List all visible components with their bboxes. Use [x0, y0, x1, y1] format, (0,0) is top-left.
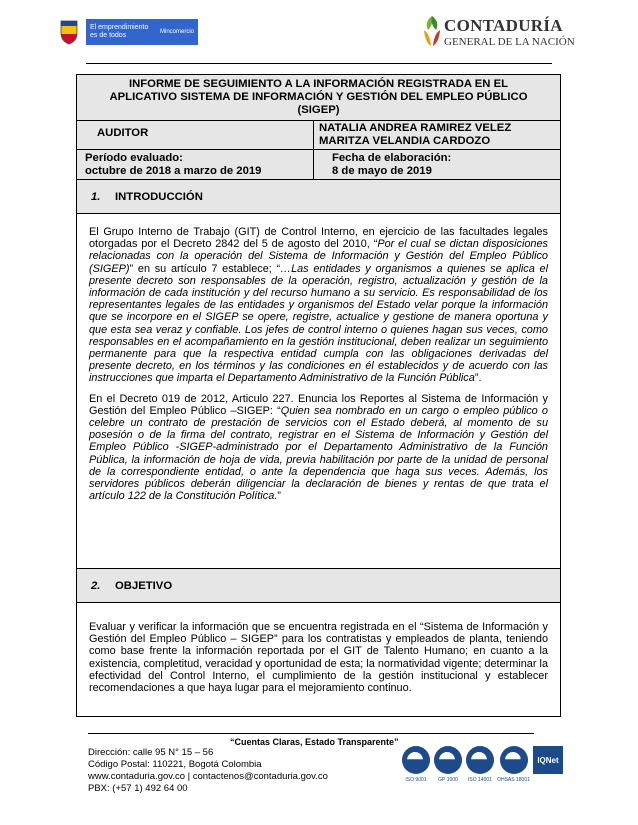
section-intro-body — [76, 213, 561, 579]
report-title — [76, 74, 561, 121]
cgn-name: CONTADURÍA — [444, 16, 563, 35]
title-line-1: INFORME DE SEGUIMIENTO A LA INFORMACIÓN REGISTRADA EN EL — [128, 78, 509, 90]
government-logo — [58, 18, 198, 46]
footer-contact — [88, 747, 328, 795]
footer-postal: Código Postal: 110221, Bogotá Colombia — [88, 759, 262, 770]
section-objective-header — [76, 568, 561, 603]
cert-ohsas-icon: OHSAS 18001 — [498, 746, 529, 804]
certification-logos — [402, 746, 559, 804]
section-objective-body — [76, 602, 561, 717]
auditor-label: AUDITOR — [97, 127, 149, 139]
cert-iqnet-icon: IQNet — [533, 746, 563, 804]
gov-line-1: El emprendimiento — [90, 24, 149, 31]
objective-paragraph: Evaluar y verificar la información que se encuentra registrada en el “Sistema de Información y Gestión del Empleo Público – SIGEP” para los contratistas y empleados de planta, teniendo como base frente la información reportada por el GIT de Talento Humano; en cuanto a la existencia, completitud, veracidad y oportunidad de esta; la normatividad vigente; determinar la efectividad del Control Interno, el cumplimiento de la gestión institucional y establecer recomendaciones a que haya lugar para el mejoramiento continuo. — [89, 621, 548, 695]
footer-address: Dirección: calle 95 N° 15 – 56 — [88, 747, 214, 758]
section-intro-header — [76, 179, 561, 214]
auditor-name-2: MARITZA VELANDIA CARDOZO — [319, 135, 491, 147]
footer-divider — [88, 733, 534, 734]
colombia-shield-icon — [58, 19, 80, 45]
date-value: 8 de mayo de 2019 — [332, 165, 432, 177]
period-row — [76, 149, 561, 180]
section-number: 1. — [91, 190, 101, 203]
contaduria-leaf-icon — [422, 16, 442, 48]
header-divider — [86, 63, 552, 64]
cert-iso9001-icon: ISO 9001 — [402, 746, 430, 804]
ministry-name: Mincomercio — [160, 29, 195, 35]
contaduria-logo — [422, 14, 575, 50]
date-label: Fecha de elaboración: — [332, 152, 452, 164]
cert-gp1000-icon: GP 1000 — [434, 746, 462, 804]
title-line-2: APLICATIVO SISTEMA DE INFORMACIÓN Y GESTIÓN DEL EMPLEO PÚBLICO — [109, 91, 528, 103]
footer-web: www.contaduria.gov.co | contactenos@contaduria.gov.co — [88, 771, 328, 782]
intro-paragraph-2: En el Decreto 019 de 2012, Articulo 227. Enuncia los Reportes al Sistema de Información y Gestión del Empleo Público –SIGEP: “Quien sea nombrado en un cargo o empleo público o celebre un contrato de prestación de servicios con el Estado deberá, al momento de su posesión o de la firma del contrato, registrar en el Sistema de Información y Gestión del Empleo Público -SIGEP-administrado por el Departamento Administrativo de la Función Pública, la información de hoja de vida, previa habilitación por parte de la unidad de personal de la correspondiente entidad, o ante la dependencia que haga sus veces. Además, los servidores públicos deberán diligenciar la declaración de bienes y rentas de que trata el artículo 122 de la Constitución Política.” — [89, 392, 548, 503]
section-number: 2. — [91, 579, 101, 592]
period-label: Período evaluado: — [85, 152, 183, 164]
footer-phone: PBX: (+57 1) 492 64 00 — [88, 783, 188, 794]
title-line-3: (SIGEP) — [297, 104, 340, 116]
section-title: INTRODUCCIÓN — [115, 190, 203, 203]
cert-iso14001-icon: ISO 14001 — [466, 746, 494, 804]
footer-slogan: “Cuentas Claras, Estado Transparente” — [230, 737, 399, 747]
government-banner — [86, 19, 198, 45]
gov-line-2: es de todos — [90, 32, 127, 39]
section-title: OBJETIVO — [115, 579, 173, 592]
period-value: octubre de 2018 a marzo de 2019 — [85, 165, 262, 177]
intro-paragraph-1: El Grupo Interno de Trabajo (GIT) de Control Interno, en ejercicio de las facultades legales otorgadas por el Decreto 2842 del 5 de agosto del 2010, “Por el cual se dictan disposiciones relacionadas con la operación del Sistema de Información y Gestión del Empleo Público (SIGEP)” en su artículo 7 establece; “…Las entidades y organismos a quienes se aplica el presente decreto son responsables de la operación, registro, actualización y gestión de la información de cada institución y del recurso humano a su servicio. Es responsabilidad de los representantes legales de las entidades y organismos del Estado velar porque la información que se incorpore en el SIGEP se opere, registre, actualice y gestione de manera oportuna y que esta sea veraz y confiable. Los jefes de control interno o quienes hagan sus veces, como responsables en el acompañamiento en la gestión institucional, deben realizar un seguimiento permanente para que la respectiva entidad cumpla con las obligaciones derivadas del presente decreto, en los términos y las condiciones en él establecidos y de acuerdo con las instrucciones que imparta el Departamento Administrativo de la Función Pública”. — [89, 226, 548, 385]
cgn-subtitle: GENERAL DE LA NACIÓN — [444, 36, 575, 48]
auditor-row — [76, 120, 561, 150]
auditor-name-1: NATALIA ANDREA RAMIREZ VELEZ — [319, 122, 512, 134]
